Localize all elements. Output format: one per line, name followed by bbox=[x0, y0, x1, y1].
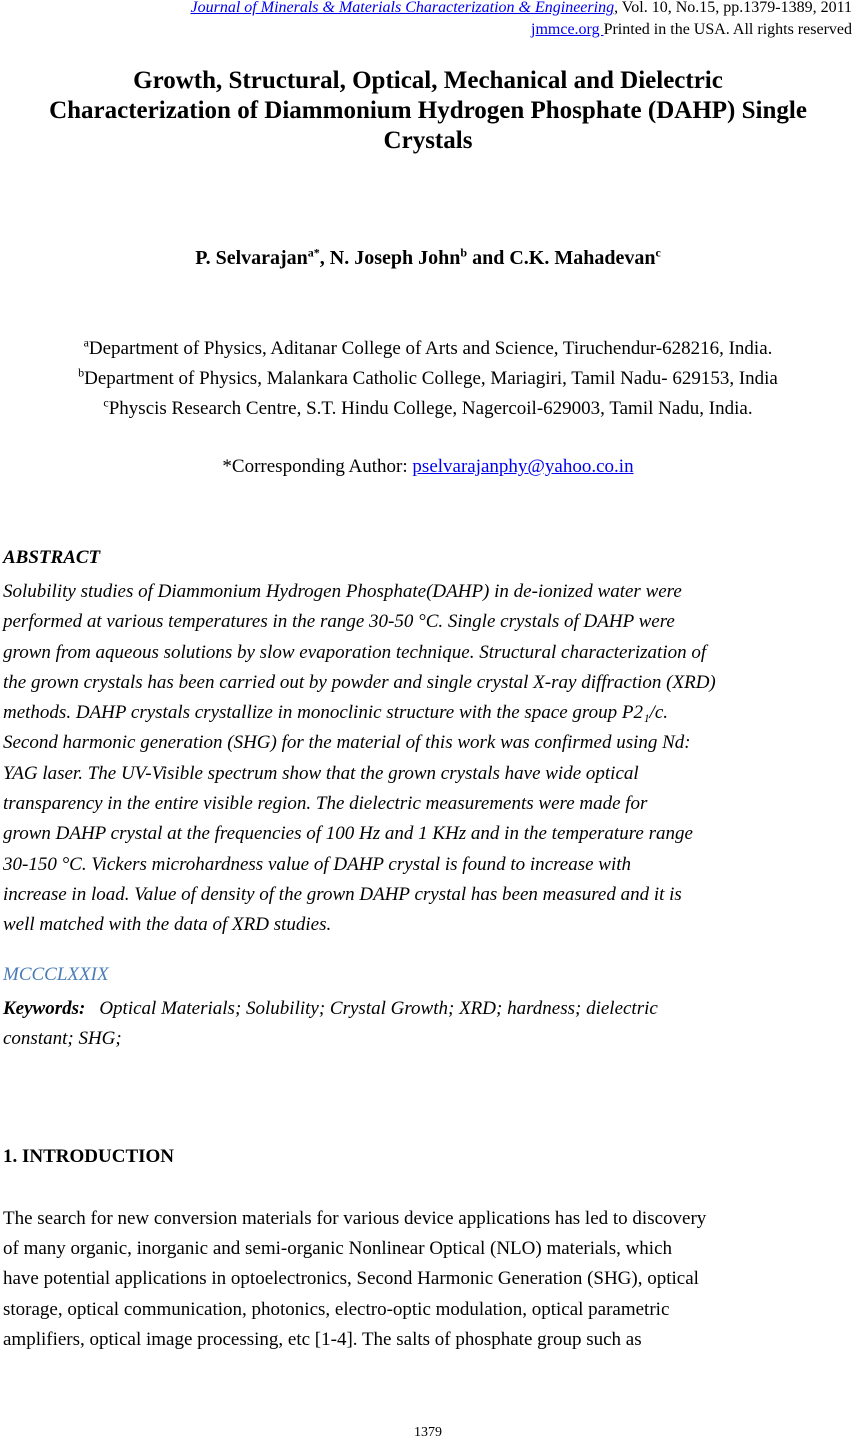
corresponding-author bbox=[0, 456, 856, 478]
abstract-line: methods. DAHP crystals crystallize in monoclinic structure with the space group P2₁/c. bbox=[3, 702, 669, 724]
abstract-line: grown from aqueous solutions by slow evaporation technique. Structural characterization of bbox=[3, 641, 707, 663]
author-1-sup: a* bbox=[307, 245, 320, 260]
abstract-line: YAG laser. The UV-Visible spectrum show that the grown crystals have wide optical bbox=[3, 762, 639, 784]
author-2: , N. Joseph John bbox=[319, 247, 461, 269]
title-line-1: Growth, Structural, Optical, Mechanical and Dielectric bbox=[133, 67, 723, 94]
affiliation-b bbox=[0, 367, 856, 391]
affiliation-a-text: Department of Physics, Aditanar College of Arts and Science, Tiruchendur-628216, India. bbox=[88, 338, 773, 359]
intro-line: The search for new conversion materials for various device applications has led to discovery bbox=[3, 1208, 707, 1229]
intro-line: storage, optical communication, photonics, electro-optic modulation, optical parametric bbox=[3, 1298, 670, 1320]
abstract-heading: ABSTRACT bbox=[3, 547, 101, 568]
email-link[interactable]: pselvarajanphy@yahoo.co.in bbox=[412, 456, 634, 477]
abstract-line: transparency in the entire visible region. The dielectric measurements were made for bbox=[3, 793, 648, 815]
abstract-line: the grown crystals has been carried out by powder and single crystal X-ray diffraction (XRD) bbox=[3, 671, 716, 693]
affiliation-c bbox=[0, 397, 856, 421]
site-link[interactable]: jmmce.org bbox=[531, 21, 604, 38]
keywords-line-1 bbox=[3, 994, 853, 1024]
title-line-3: Crystals bbox=[383, 127, 473, 154]
author-2-sup: b bbox=[460, 245, 468, 260]
affiliation-c-text: Physcis Research Centre, S.T. Hindu College, Nagercoil-629003, Tamil Nadu, India. bbox=[108, 398, 753, 419]
abstract-line: increase in load. Value of density of the grown DAHP crystal has been measured and it is bbox=[3, 883, 682, 905]
page-number: 1379 bbox=[414, 1425, 442, 1440]
introduction-body bbox=[3, 1204, 853, 1355]
affiliation-a bbox=[0, 337, 856, 361]
author-3-sup: c bbox=[655, 245, 661, 260]
abstract-line: grown DAHP crystal at the frequencies of 100 Hz and 1 KHz and in the temperature range bbox=[3, 823, 693, 845]
abstract-line: performed at various temperatures in the range 30-50 °C. Single crystals of DAHP were bbox=[3, 611, 675, 633]
author-1: P. Selvarajan bbox=[195, 247, 308, 269]
rights-text: Printed in the USA. All rights reserved bbox=[603, 21, 852, 38]
journal-header bbox=[191, 0, 852, 18]
affiliation-c-sup: c bbox=[103, 395, 109, 410]
article-code: MCCCLXXIX bbox=[3, 964, 109, 985]
keywords-text-1: Optical Materials; Solubility; Crystal Growth; XRD; hardness; dielectric bbox=[99, 998, 658, 1019]
section-heading-introduction: 1. INTRODUCTION bbox=[3, 1146, 175, 1167]
abstract-line: 30-150 °C. Vickers microhardness value of DAHP crystal is found to increase with bbox=[3, 853, 632, 875]
intro-line: amplifiers, optical image processing, etc [1-4]. The salts of phosphate group such as bbox=[3, 1328, 642, 1350]
corresponding-label: *Corresponding Author: bbox=[222, 456, 413, 477]
keywords-label: Keywords: bbox=[3, 998, 86, 1019]
affiliation-b-text: Department of Physics, Malankara Catholic College, Mariagiri, Tamil Nadu- 629153, India bbox=[84, 368, 778, 389]
keywords bbox=[3, 994, 853, 1054]
journal-volume: , Vol. 10, No.15, pp.1379-1389, 2011 bbox=[614, 0, 852, 16]
intro-line: of many organic, inorganic and semi-organic Nonlinear Optical (NLO) materials, which bbox=[3, 1238, 673, 1260]
journal-link[interactable]: Journal of Minerals & Materials Characterization & Engineering bbox=[190, 0, 615, 16]
affiliation-a-sup: a bbox=[83, 335, 89, 350]
abstract-line: Solubility studies of Diammonium Hydrogen Phosphate(DAHP) in de-ionized water were bbox=[3, 581, 682, 602]
intro-line: have potential applications in optoelectronics, Second Harmonic Generation (SHG), optical bbox=[3, 1268, 699, 1290]
author-3: and C.K. Mahadevan bbox=[467, 247, 656, 269]
title-line-2: Characterization of Diammonium Hydrogen Phosphate (DAHP) Single bbox=[49, 97, 807, 124]
affiliation-b-sup: b bbox=[78, 365, 85, 380]
journal-header-2 bbox=[531, 20, 852, 40]
abstract-body bbox=[3, 577, 853, 941]
paper-title bbox=[0, 66, 856, 156]
abstract-line: Second harmonic generation (SHG) for the material of this work was confirmed using Nd: bbox=[3, 732, 691, 754]
abstract-line: well matched with the data of XRD studies. bbox=[3, 914, 332, 936]
author-list bbox=[0, 244, 856, 272]
keywords-text-2: constant; SHG; bbox=[3, 1028, 122, 1049]
